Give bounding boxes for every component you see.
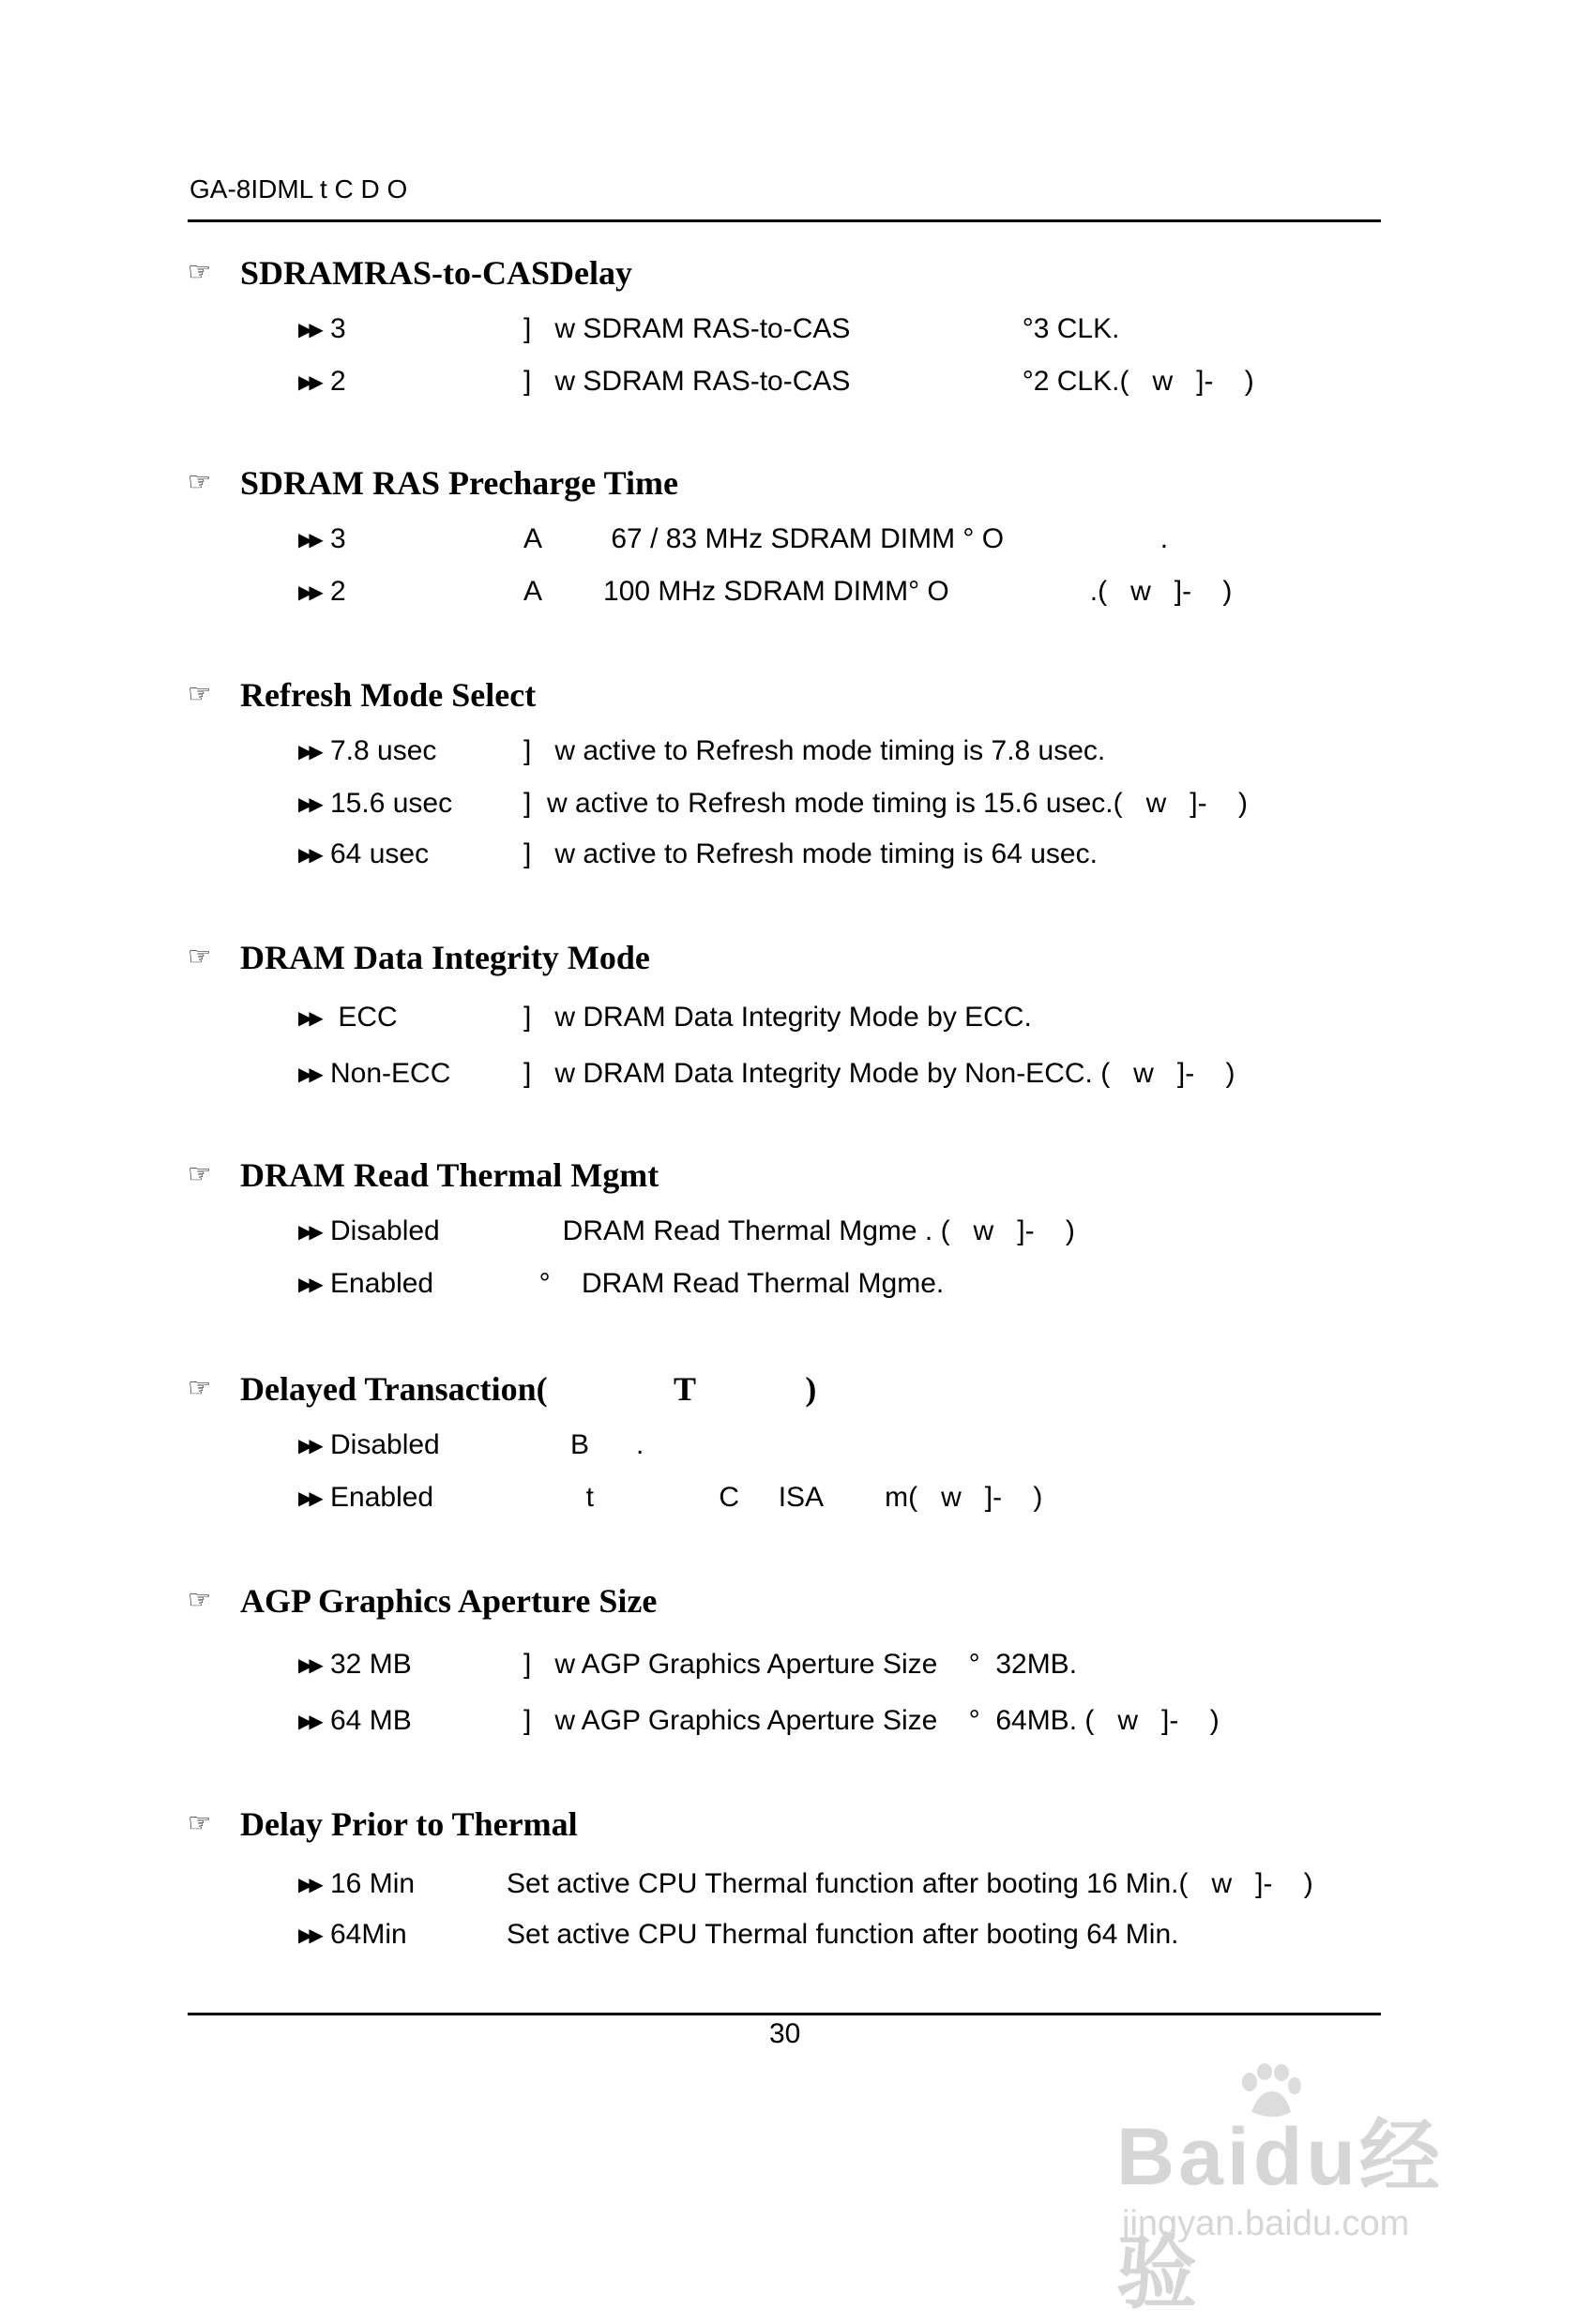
option-description: ] w active to Refresh mode timing is 7.8 usec.	[523, 735, 1106, 766]
option-value: 64 MB	[330, 1705, 412, 1736]
section-title-text: SDRAMRAS-to-CASDelay	[240, 254, 632, 292]
section-title-text: Delay Prior to Thermal	[240, 1805, 578, 1843]
pointing-hand-icon: ☞	[188, 943, 212, 972]
watermark	[1116, 2063, 1492, 2318]
option-value: 16 Min	[330, 1868, 416, 1899]
section-title	[188, 938, 650, 977]
option-row	[298, 735, 1106, 773]
option-value: 7.8 usec	[330, 735, 437, 766]
option-row	[298, 1058, 1235, 1095]
double-arrow-icon: ▶▶	[298, 845, 320, 866]
section-title	[188, 253, 632, 293]
section-title	[188, 1581, 657, 1621]
option-value: 32 MB	[330, 1649, 412, 1680]
section-title	[188, 675, 536, 715]
section-title	[188, 1369, 816, 1409]
double-arrow-icon: ▶▶	[298, 582, 320, 603]
option-value: 3	[330, 313, 346, 344]
pointing-hand-icon: ☞	[188, 1809, 212, 1838]
section-title-text: DRAM Data Integrity Mode	[240, 939, 650, 976]
option-value: Non-ECC	[330, 1058, 451, 1089]
section-title-text: AGP Graphics Aperture Size	[240, 1582, 658, 1620]
double-arrow-icon: ▶▶	[298, 1925, 320, 1946]
section-title	[188, 1804, 578, 1844]
option-description: ] w AGP Graphics Aperture Size ° 64MB. ( w ]- )	[523, 1705, 1220, 1736]
option-description: A 100 MHz SDRAM DIMM° O .( w ]- )	[523, 576, 1233, 607]
option-value: 3	[330, 523, 346, 554]
option-value: 2	[330, 366, 346, 397]
option-value: Enabled	[330, 1268, 434, 1299]
option-description: DRAM Read Thermal Mgme . ( w ]- )	[523, 1215, 1075, 1246]
option-description: B .	[523, 1429, 644, 1460]
option-row	[298, 1215, 1075, 1253]
option-description: ] w SDRAM RAS-to-CAS °2 CLK.( w ]- )	[523, 366, 1254, 397]
option-row	[298, 1482, 1043, 1519]
option-row	[298, 838, 1098, 876]
page-header: GA-8IDML t C D O	[189, 174, 408, 204]
pointing-hand-icon: ☞	[188, 1160, 212, 1189]
option-value: ECC	[330, 1002, 398, 1033]
footer-divider	[188, 2013, 1381, 2015]
pointing-hand-icon: ☞	[188, 1374, 212, 1403]
option-row	[298, 366, 1254, 403]
option-value: Disabled	[330, 1429, 440, 1460]
section-title	[188, 463, 678, 503]
option-description: ] w AGP Graphics Aperture Size ° 32MB.	[523, 1649, 1078, 1680]
option-description: ° DRAM Read Thermal Mgme.	[523, 1268, 945, 1299]
double-arrow-icon: ▶▶	[298, 1712, 320, 1732]
double-arrow-icon: ▶▶	[298, 1875, 320, 1895]
option-value: 64Min	[330, 1919, 407, 1950]
option-row	[298, 1868, 1313, 1906]
double-arrow-icon: ▶▶	[298, 1275, 320, 1295]
option-row	[298, 788, 1248, 825]
double-arrow-icon: ▶▶	[298, 742, 320, 762]
section-title-text: DRAM Read Thermal Mgmt	[240, 1156, 659, 1194]
section-title-text: Delayed Transaction( T )	[240, 1370, 817, 1408]
pointing-hand-icon: ☞	[188, 1586, 212, 1615]
option-description: A 67 / 83 MHz SDRAM DIMM ° O .	[523, 523, 1169, 554]
option-row	[298, 1268, 945, 1305]
watermark-url: jingyan.baidu.com	[1122, 2204, 1410, 2243]
section-title	[188, 1155, 659, 1195]
option-description: t C ISA m( w ]- )	[523, 1482, 1043, 1513]
section-title-text: SDRAM RAS Precharge Time	[240, 464, 678, 502]
option-value: 64 usec	[330, 838, 430, 869]
double-arrow-icon: ▶▶	[298, 320, 320, 340]
section-title-text: Refresh Mode Select	[240, 676, 537, 714]
double-arrow-icon: ▶▶	[298, 794, 320, 815]
pointing-hand-icon: ☞	[188, 680, 212, 709]
option-row	[298, 523, 1169, 561]
double-arrow-icon: ▶▶	[298, 530, 320, 551]
option-description: ] w active to Refresh mode timing is 64 usec.	[523, 838, 1098, 869]
double-arrow-icon: ▶▶	[298, 1222, 320, 1243]
double-arrow-icon: ▶▶	[298, 1436, 320, 1456]
header-divider	[188, 219, 1381, 222]
pointing-hand-icon: ☞	[188, 258, 212, 287]
option-description: Set active CPU Thermal function after booting 64 Min.	[507, 1919, 1179, 1950]
page-number: 30	[769, 2018, 801, 2049]
double-arrow-icon: ▶▶	[298, 1655, 320, 1676]
option-value: Disabled	[330, 1215, 440, 1246]
option-description: ] w SDRAM RAS-to-CAS °3 CLK.	[523, 313, 1120, 344]
option-row	[298, 1919, 1179, 1956]
option-description: ] w DRAM Data Integrity Mode by Non-ECC. ( w ]- )	[523, 1058, 1235, 1089]
watermark-brand: Baidu经验	[1116, 2112, 1444, 2318]
option-value: Enabled	[330, 1482, 434, 1513]
option-row	[298, 1002, 1032, 1039]
double-arrow-icon: ▶▶	[298, 1488, 320, 1509]
pointing-hand-icon: ☞	[188, 468, 212, 497]
option-row	[298, 576, 1233, 613]
option-row	[298, 1649, 1078, 1686]
option-description: Set active CPU Thermal function after booting 16 Min.( w ]- )	[507, 1868, 1313, 1899]
option-row	[298, 1429, 644, 1467]
double-arrow-icon: ▶▶	[298, 372, 320, 393]
option-row	[298, 1705, 1220, 1743]
option-description: ] w DRAM Data Integrity Mode by ECC.	[523, 1002, 1032, 1033]
option-value: 2	[330, 576, 346, 607]
option-row	[298, 313, 1120, 351]
option-value: 15.6 usec	[330, 788, 453, 819]
double-arrow-icon: ▶▶	[298, 1008, 320, 1029]
option-description: ] w active to Refresh mode timing is 15.6 usec.( w ]- )	[523, 788, 1248, 819]
double-arrow-icon: ▶▶	[298, 1064, 320, 1085]
